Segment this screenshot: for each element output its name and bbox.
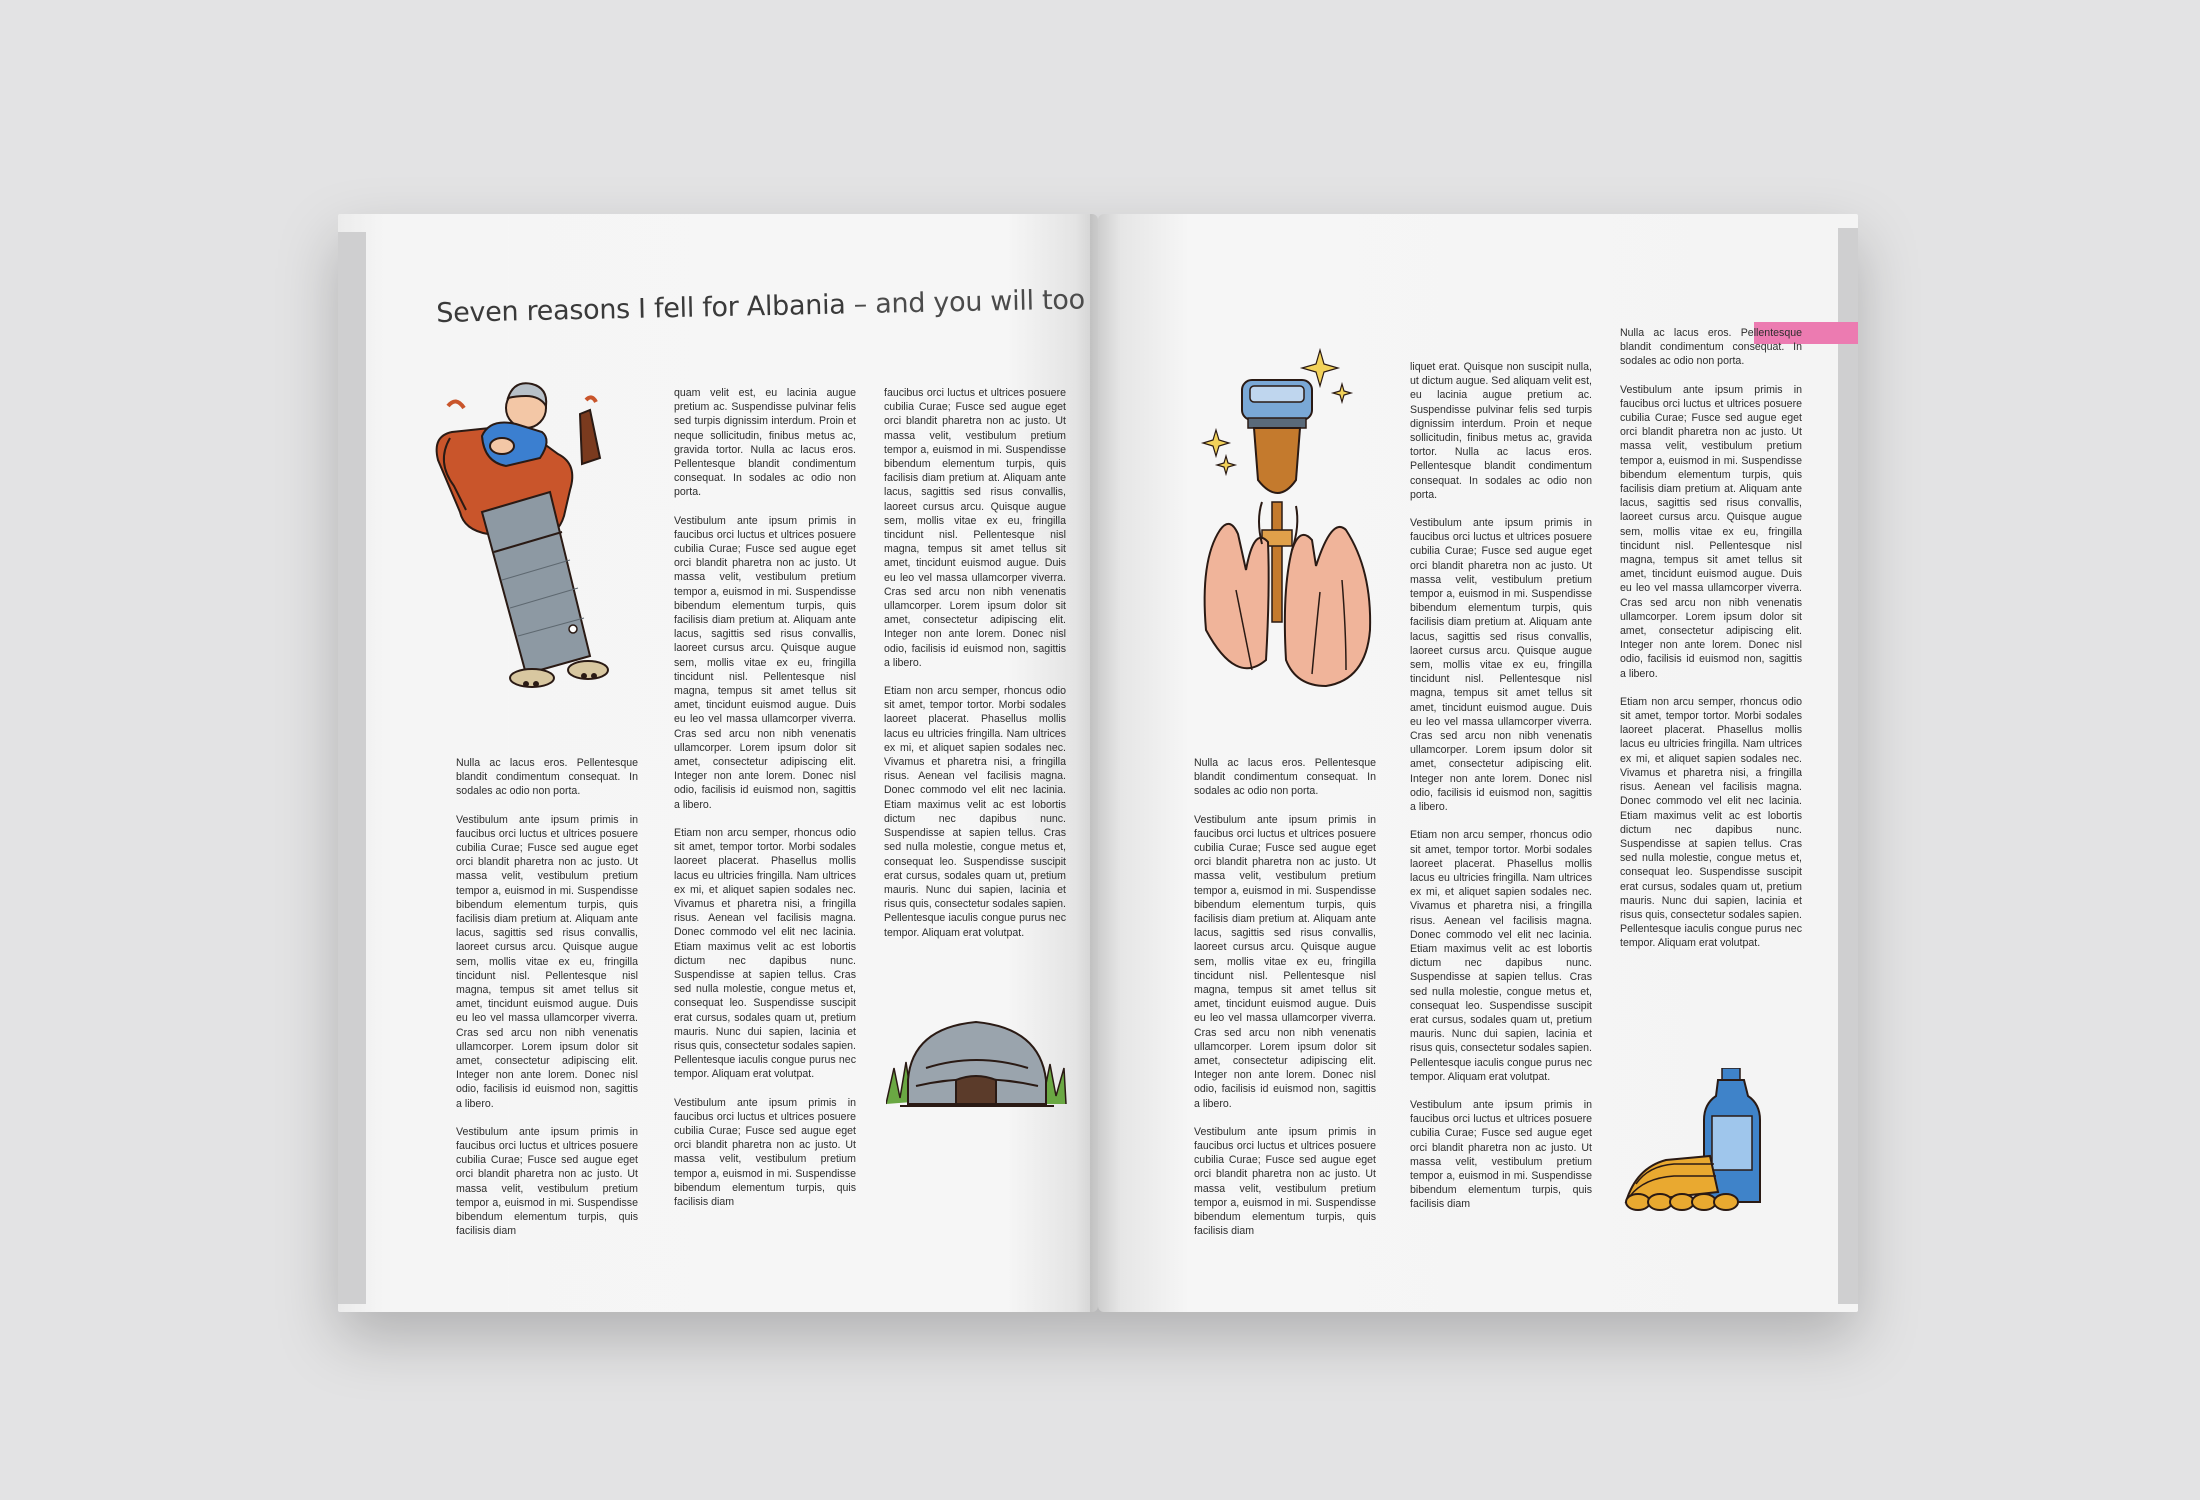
hands-trophy-illustration [1196, 330, 1386, 700]
left-page [338, 214, 1098, 1312]
paragraph: Vestibulum ante ipsum primis in faucibus orci luctus et ultrices posuere cubilia Curae; Fusce sed augue eget orci blandit pharetra non ac justo. Ut massa velit, vestibulum pretium tempor a, euismod in mi. Suspendisse bibendum elementum turpis, quis facilisis diam [674, 1096, 856, 1208]
paragraph: Etiam non arcu semper, rhoncus odio sit amet, tempor tortor. Morbi sodales laoreet placerat. Phasellus mollis lacus eu ultricies fringilla. Nam ultrices ex mi, et aliquet sapien sodales nec. Vivamus et pharetra nisi, a fringilla risus. Aenean vel facilisis magna. Donec commodo vel elit nec lacinia. Etiam maximus velit ac est lobortis dictum nec dapibus nunc. Suspendisse at sapien tellus. Cras sed nulla molestie, congue metus et, consequat leo. Suspendisse suscipit erat cursus, sodales quam ut, pretium mauris. Nunc dui sapien, lacinia et risus quis, consectetur sodales sapien. Pellentesque iaculis congue purus nec tempor. Aliquam erat volutpat. [674, 826, 856, 1081]
paragraph: Etiam non arcu semper, rhoncus odio sit amet, tempor tortor. Morbi sodales laoreet placerat. Phasellus mollis lacus eu ultricies fringilla. Nam ultrices ex mi, et aliquet sapien sodales nec. Vivamus et pharetra nisi, a fringilla risus. Aenean vel facilisis magna. Donec commodo vel elit nec lacinia. Etiam maximus velit ac est lobortis dictum nec dapibus nunc. Suspendisse at sapien tellus. Cras sed nulla molestie, congue metus et, consequat leo. Suspendisse suscipit erat cursus, sodales quam ut, pretium mauris. Nunc dui sapien, lacinia et risus quis, consectetur sodales sapien. Pellentesque iaculis congue purus nec tempor. Aliquam erat volutpat. [1620, 695, 1802, 950]
paragraph: Nulla ac lacus eros. Pellentesque blandit condimentum consequat. In sodales ac odio non porta. [1194, 757, 1376, 798]
paragraph: Vestibulum ante ipsum primis in faucibus orci luctus et ultrices posuere cubilia Curae; Fusce sed augue eget orci blandit pharetra non ac justo. Ut massa velit, vestibulum pretium tempor a, euismod in mi. Suspendisse bibendum elementum turpis, quis facilisis diam pretium at. Aliquam ante lacus, sagittis sed risus convallis, laoreet cursus arcu. Quisque augue sem, mollis vitae ex eu, fringilla tincidunt nisl. Pellentesque nisl magna, tempus sit amet tellus sit amet, tincidunt euismod augue. Duis eu leo vel massa ullamcorper viverra. Cras sed arcu non nibh venenatis ullamcorper. Lorem ipsum dolor sit amet, consectetur adipiscing elit. Integer non ante lorem. Donec nisl odio, facilisis id euismod non, sagittis a libero. [456, 813, 638, 1110]
article-title-tail: – and you will too [845, 284, 1086, 321]
paragraph: faucibus orci luctus et ultrices posuere cubilia Curae; Fusce sed augue eget orci blandit pharetra non ac justo. Ut massa velit, vestibulum pretium tempor a, euismod in mi. Suspendisse bibendum elementum turpis, quis facilisis diam pretium at. Aliquam ante lacus, sagittis sed risus convallis, laoreet cursus arcu. Quisque augue sem, mollis vitae ex eu, fringilla tincidunt nisl. Pellentesque nisl magna, tempus sit amet tellus sit amet, tincidunt euismod augue. Duis eu leo vel massa ullamcorper viverra. Cras sed arcu non nibh venenatis ullamcorper. Lorem ipsum dolor sit amet, consectetur adipiscing elit. Integer non ante lorem. Donec nisl odio, facilisis id euismod non, sagittis a libero. [884, 387, 1066, 669]
paragraph: Vestibulum ante ipsum primis in faucibus orci luctus et ultrices posuere cubilia Curae; Fusce sed augue eget orci blandit pharetra non ac justo. Ut massa velit, vestibulum pretium tempor a, euismod in mi. Suspendisse bibendum elementum turpis, quis facilisis diam [1194, 1125, 1376, 1238]
right-page [1098, 214, 1858, 1312]
paragraph: Vestibulum ante ipsum primis in faucibus orci luctus et ultrices posuere cubilia Curae; Fusce sed augue eget orci blandit pharetra non ac justo. Ut massa velit, vestibulum pretium tempor a, euismod in mi. Suspendisse bibendum elementum turpis, quis facilisis diam pretium at. Aliquam ante lacus, sagittis sed risus convallis, laoreet cursus arcu. Quisque augue sem, mollis vitae ex eu, fringilla tincidunt nisl. Pellentesque nisl magna, tempus sit amet tellus sit amet, tincidunt euismod augue. Duis eu leo vel massa ullamcorper viverra. Cras sed arcu non nibh venenatis ullamcorper. Lorem ipsum dolor sit amet, consectetur adipiscing elit. Integer non ante lorem. Donec nisl odio, facilisis id euismod non, sagittis a libero. [1410, 517, 1592, 814]
paragraph: Vestibulum ante ipsum primis in faucibus orci luctus et ultrices posuere cubilia Curae; Fusce sed augue eget orci blandit pharetra non ac justo. Ut massa velit, vestibulum pretium tempor a, euismod in mi. Suspendisse bibendum elementum turpis, quis facilisis diam [456, 1125, 638, 1238]
magazine-spread [338, 214, 1858, 1312]
paragraph: Vestibulum ante ipsum primis in faucibus orci luctus et ultrices posuere cubilia Curae; Fusce sed augue eget orci blandit pharetra non ac justo. Ut massa velit, vestibulum pretium tempor a, euismod in mi. Suspendisse bibendum elementum turpis, quis facilisis diam pretium at. Aliquam ante lacus, sagittis sed risus convallis, laoreet cursus arcu. Quisque augue sem, mollis vitae ex eu, fringilla tincidunt nisl. Pellentesque nisl magna, tempus sit amet tellus sit amet, tincidunt euismod augue. Duis eu leo vel massa ullamcorper viverra. Cras sed arcu non nibh venenatis ullamcorper. Lorem ipsum dolor sit amet, consectetur adipiscing elit. Integer non ante lorem. Donec nisl odio, facilisis id euismod non, sagittis a libero. [1620, 383, 1802, 680]
paragraph: Vestibulum ante ipsum primis in faucibus orci luctus et ultrices posuere cubilia Curae; Fusce sed augue eget orci blandit pharetra non ac justo. Ut massa velit, vestibulum pretium tempor a, euismod in mi. Suspendisse bibendum elementum turpis, quis facilisis diam pretium at. Aliquam ante lacus, sagittis sed risus convallis, laoreet cursus arcu. Quisque augue sem, mollis vitae ex eu, fringilla tincidunt nisl. Pellentesque nisl magna, tempus sit amet tellus sit amet, tincidunt euismod augue. Duis eu leo vel massa ullamcorper viverra. Cras sed arcu non nibh venenatis ullamcorper. Lorem ipsum dolor sit amet, consectetur adipiscing elit. Integer non ante lorem. Donec nisl odio, facilisis id euismod non, sagittis a libero. [674, 514, 856, 811]
article-title-main: Seven reasons I fell for Albania [436, 289, 846, 329]
bottle-bread-illustration [1622, 1068, 1782, 1214]
paragraph: liquet erat. Quisque non suscipit nulla, ut dictum augue. Sed aliquam velit est, eu lacinia augue pretium ac. Suspendisse pulvinar felis sed turpis dignissim interdum. Proin et neque sollicitudin, finibus metus ac, gravida tortor. Nulla ac lacus eros. Pellentesque blandit condimentum consequat. In sodales ac odio non porta. [1410, 361, 1592, 501]
bunker-illustration [886, 1008, 1068, 1112]
paragraph: Vestibulum ante ipsum primis in faucibus orci luctus et ultrices posuere cubilia Curae; Fusce sed augue eget orci blandit pharetra non ac justo. Ut massa velit, vestibulum pretium tempor a, euismod in mi. Suspendisse bibendum elementum turpis, quis facilisis diam pretium at. Aliquam ante lacus, sagittis sed risus convallis, laoreet cursus arcu. Quisque augue sem, mollis vitae ex eu, fringilla tincidunt nisl. Pellentesque nisl magna, tempus sit amet tellus sit amet, tincidunt euismod augue. Duis eu leo vel massa ullamcorper viverra. Cras sed arcu non nibh venenatis ullamcorper. Lorem ipsum dolor sit amet, consectetur adipiscing elit. Integer non ante lorem. Donec nisl odio, facilisis id euismod non, sagittis a libero. [1194, 813, 1376, 1110]
left-column-2 [674, 386, 856, 1272]
paragraph: Etiam non arcu semper, rhoncus odio sit amet, tempor tortor. Morbi sodales laoreet placerat. Phasellus mollis lacus eu ultricies fringilla. Nam ultrices ex mi, et aliquet sapien sodales nec. Vivamus et pharetra nisi, a fringilla risus. Aenean vel facilisis magna. Donec commodo vel elit nec lacinia. Etiam maximus velit ac est lobortis dictum nec dapibus nunc. Suspendisse at sapien tellus. Cras sed nulla molestie, congue metus et, consequat leo. Suspendisse suscipit erat cursus, sodales quam ut, pretium mauris. Nunc dui sapien, lacinia et risus quis, consectetur sodales sapien. Pellentesque iaculis congue purus nec tempor. Aliquam erat volutpat. [1410, 829, 1592, 1083]
left-column-1 [456, 756, 638, 1268]
right-column-1 [1194, 756, 1376, 1268]
page-edge-left [338, 232, 366, 1304]
right-column-2 [1410, 360, 1592, 1270]
paragraph: Etiam non arcu semper, rhoncus odio sit amet, tempor tortor. Morbi sodales laoreet placerat. Phasellus mollis lacus eu ultricies fringilla. Nam ultrices ex mi, et aliquet sapien sodales nec. Vivamus et pharetra nisi, a fringilla risus. Aenean vel facilisis magna. Donec commodo vel elit nec lacinia. Etiam maximus velit ac est lobortis dictum nec dapibus nunc. Suspendisse at sapien tellus. Cras sed nulla molestie, congue metus et, consequat leo. Suspendisse suscipit erat cursus, sodales quam ut, pretium mauris. Nunc dui sapien, lacinia et risus quis, consectetur sodales sapien. Pellentesque iaculis congue purus nec tempor. Aliquam erat volutpat. [884, 685, 1066, 939]
article-title [436, 284, 1097, 329]
left-column-3 [884, 386, 1066, 970]
book-gutter [1090, 214, 1098, 1312]
paragraph: Nulla ac lacus eros. Pellentesque blandit condimentum consequat. In sodales ac odio non porta. [1620, 327, 1802, 368]
right-column-3 [1620, 326, 1802, 980]
page-edge-right [1838, 228, 1858, 1304]
paragraph: Nulla ac lacus eros. Pellentesque blandit condimentum consequat. In sodales ac odio non porta. [456, 757, 638, 798]
paragraph: quam velit est, eu lacinia augue pretium ac. Suspendisse pulvinar felis sed turpis dignissim interdum. Proin et neque sollicitudin, finibus metus ac, gravida tortor. Nulla ac lacus eros. Pellentesque blandit condimentum consequat. In sodales ac odio non porta. [674, 387, 856, 499]
man-fridge-illustration [430, 366, 610, 694]
paragraph: Vestibulum ante ipsum primis in faucibus orci luctus et ultrices posuere cubilia Curae; Fusce sed augue eget orci blandit pharetra non ac justo. Ut massa velit, vestibulum pretium tempor a, euismod in mi. Suspendisse bibendum elementum turpis, quis facilisis diam [1410, 1098, 1592, 1211]
